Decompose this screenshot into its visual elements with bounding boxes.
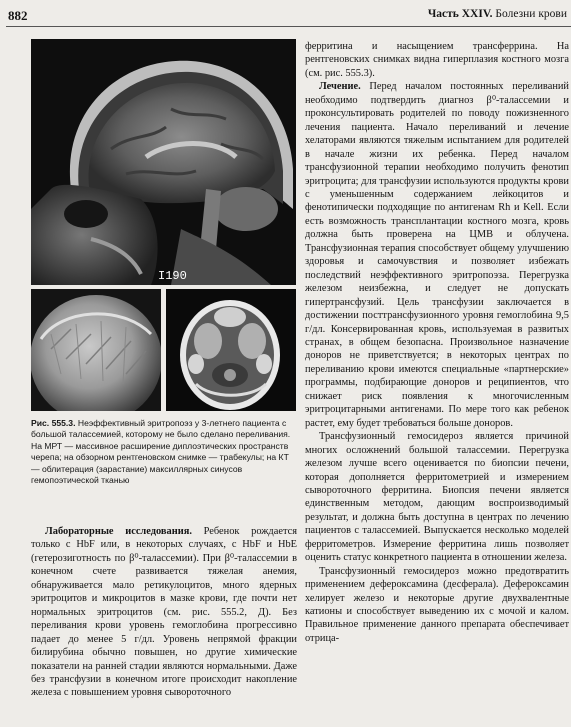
page-number: 882 [8, 8, 28, 23]
figure-caption [31, 418, 296, 486]
ct-axial-image [166, 289, 296, 411]
header-rule [6, 26, 571, 27]
hemosiderosis-paragraph-1: Трансфузионный гемосидероз является причиной многих осложнений большой талассемии. Перегрузка железом лучше всего оценивается по биопсии печени, которая дополняется ферритометрией и измерением сывороточного ферритина. Биопсия печени является единственным методом, дающим воспроизводимый результат, и должна быть доступна в центрах по лечению пациентов с талассемией. Выпускается несколько моделей ферритометров. Измерение ферритина лишь позволяет оценить статус конкретного пациента в отношении железа. [305, 431, 569, 564]
right-text-column [305, 40, 569, 645]
lab-text: Ребенок рождается только с HbF или, в некоторых случаях, с HbF и HbE (гетерозиготность по β⁰-талассемии). При β⁰-талассемии в конечном счете развивается тяжелая анемия, обнаруживается мало ретикулоцитов, много ядерных эритроцитов и микроцитов в мазке крови, где почти нет нормальных эритроцитов (см. рис. 555.2, Д). Без переливания крови уровень гемоглобина прогрессивно падает до менее 5 г/дл. Уровень непрямой фракции билирубина обычно повышен, но другие химические показатели на ранней стадии являются нормальными. Даже без трансфузии в конечном итоге происходит накопление железа с повышением уровня сывороточного [31, 526, 297, 699]
lab-heading: Лабораторные исследования. [45, 526, 192, 537]
mri-series-label: I190 [158, 269, 187, 283]
part-title: Болезни крови [495, 8, 567, 20]
figure-caption-label: Рис. 555.3. [31, 418, 76, 428]
left-text-column [31, 525, 297, 700]
lab-paragraph [31, 525, 297, 700]
continuation-paragraph: ферритина и насыщением трансферрина. На рентгеновских снимках видна гиперплазия костного мозга (см. рис. 555.3). [305, 41, 569, 79]
part-number: Часть XXIV. [427, 8, 493, 20]
figure-caption-text: Неэффективный эритропоэз у 3-летнего пациента с большой талассемией, которому не было сделано переливания. На МРТ — массивное расширение диплоэтических пространств черепа; на обзорном рентгеновском снимке — трабекулы; на КТ — облитерация (зарастание) максиллярных синусов гемопоэтической тканью [31, 418, 291, 486]
skull-xray-image [31, 289, 161, 411]
running-header [428, 8, 567, 20]
treatment-paragraph [305, 80, 569, 430]
treatment-heading: Лечение. [319, 81, 361, 93]
mri-sagittal-image [31, 39, 296, 285]
treatment-text: Перед началом постоянных переливаний необходимо подтвердить диагноз β⁰-талассемии и проконсультировать родителей по поводу пожизненного лечения пациента. Начало переливаний и лечение хелаторами являются тяжелым испытанием для родителей в начале жизни их ребенка. Перед началом трансфузионной терапии необходимо получить фенотип эритроцита; для трансфузии используются продукты крови с уменьшенным содержанием лейкоцитов и фенотипически подходящие по антигенам Rh и Kell. Если есть возможность трансплантации костного мозга, кровь должна быть проверена на ЦМВ и облучена. Трансфузионная терапия способствует общему улучшению здоровья и самочувствия и позволяет избежать последствий неэффективного эритропоэза. Перегрузка железом неизбежна, и следует не допускать гипертрансфузий. Цель трансфузии заключается в достижении посттрансфузионного уровня гемоглобина 9,5 г/дл. Консервированная кровь, используемая в развитых странах, в общем безопасна. Произвольное назначение доноров не приветствуется; в некоторых центрах по переливанию крови имеются специальные «партнерские» программы, подбирающие доноров и реципиентов, что снижает риск появления к многочисленным эритроцитарными антигенами. По мере того как ребенок растет, ему будет требоваться больше доноров. [305, 81, 569, 429]
hemosiderosis-paragraph-2: Трансфузионный гемосидероз можно предотвратить применением дефероксамина (десферала). Дефероксамин хелирует железо и некоторые другие двухвалентные катионы и способствует выведению их с мочой и калом. Правильное применение данного препарата обеспечивает отрица- [305, 565, 569, 644]
